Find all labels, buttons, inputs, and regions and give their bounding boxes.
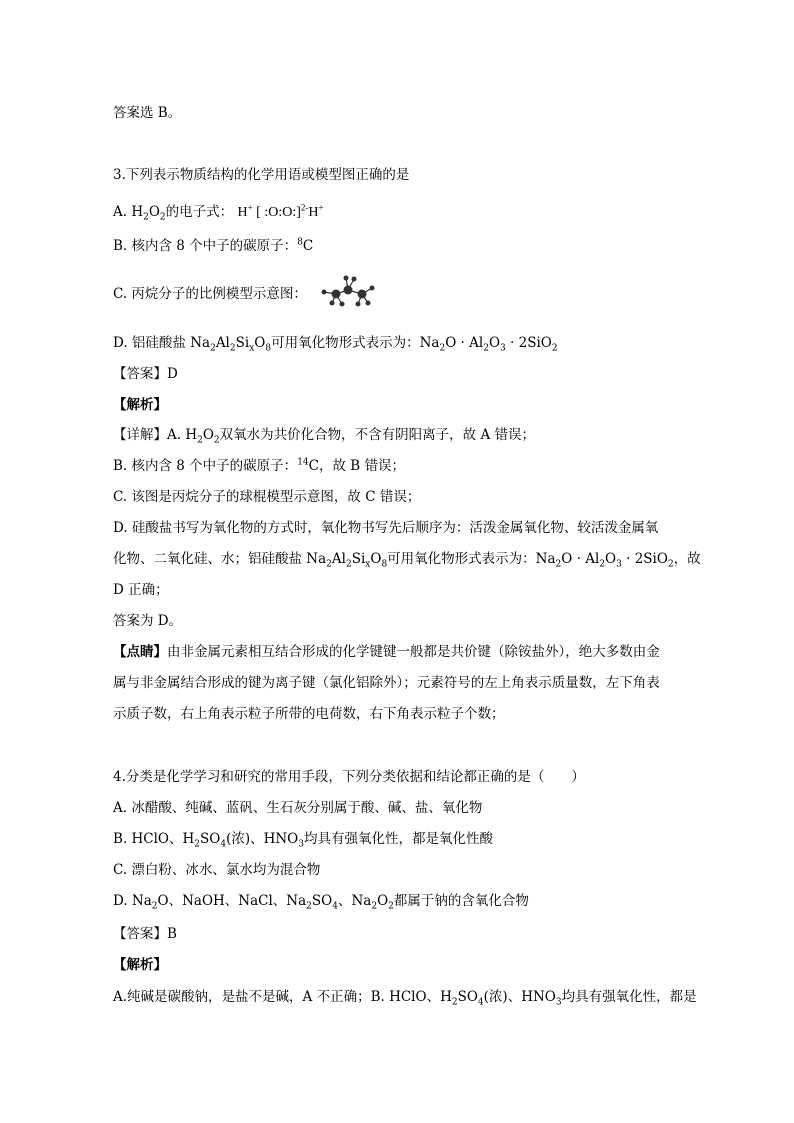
q4-option-d: D. $Na_2O$、NaOH、NaCl、$Na_2SO_4$、$Na_2O_2$都属于钠的含氧化合物 <box>113 893 529 912</box>
q3-stem: 3.下列表示物质结构的化学用语或模型图正确的是 <box>113 167 410 183</box>
propane-model-image <box>316 270 380 312</box>
q3-detail-c: C. 该图是丙烷分子的球棍模型示意图，故 C 错误； <box>113 489 421 505</box>
q3-tip-line3: 示质子数，右上角表示粒子所带的电荷数，右下角表示粒子个数； <box>113 706 505 722</box>
q3-option-d: D. 铝硅酸盐 $Na_2Al_2Si_xO_8$可用氧化物形式表示为：$Na_2O \cdot Al_2O_3 \cdot 2SiO_2$ <box>113 335 558 354</box>
h2o2-electron-formula: H+ [ :O:O:]$^{2-}$H+ <box>237 202 324 220</box>
tip-label: 【点睛】 <box>113 644 167 660</box>
q3-detail-d-line3: D 正确； <box>113 582 169 598</box>
q3-detail-d-line1: D. 硅酸盐书写为氧化物的方式时，氧化物书写先后顺序为：活泼金属氧化物、较活泼金属氧 <box>113 520 659 536</box>
q3-option-a: A. $H_2O_2$的电子式： H+ [ :O:O:]$^{2-}$H+ <box>113 202 324 223</box>
q4-option-b: B. HClO、$H_2SO_4$(浓)、$HNO_3$均具有强氧化性，都是氧化性酸 <box>113 831 493 850</box>
q4-stem: 4.分类是化学学习和研究的常用手段，下列分类依据和结论都正确的是（ ） <box>113 769 585 785</box>
q4-analysis-label: 【解析】 <box>113 957 167 973</box>
q2-answer-tail: 答案选 B。 <box>113 105 182 121</box>
q3-detail-b: B. 核内含 8 个中子的碳原子：$^{14}$C，故 B 错误； <box>113 457 405 474</box>
q3-tip-line1: 【点睛】由非金属元素相互结合形成的化学键键一般都是共价键（除铵盐外），绝大多数由金 <box>113 644 660 660</box>
q3-tip-line2: 属与非金属结合形成的键为离子键（氯化铝除外）；元素符号的左上角表示质量数，左下角表 <box>113 675 660 691</box>
q4-option-c: C. 漂白粉、冰水、氯水均为混合物 <box>113 862 321 878</box>
q3-detail-d-line2: 化物、二氧化硅、水；铝硅酸盐 $Na_2Al_2Si_xO_8$可用氧化物形式表示为：$Na_2O \cdot Al_2O_3 \cdot 2SiO_2$，故 <box>113 551 701 570</box>
q4-option-a: A. 冰醋酸、纯碱、蓝矾、生石灰分别属于酸、碱、盐、氧化物 <box>113 800 483 816</box>
q3-conclusion: 答案为 D。 <box>113 613 183 629</box>
q3-answer: 【答案】D <box>113 366 178 382</box>
q4-explanation: A.纯碱是碳酸钠，是盐不是碱，A 不正确；B. HClO、$H_2SO_4$(浓)、$HNO_3$均具有强氧化性，都是 <box>113 989 697 1008</box>
q3-option-c: C. 丙烷分子的比例模型示意图： <box>113 286 307 302</box>
q3-detail-a: 【详解】A. $H_2O_2$双氧水为共价化合物，不含有阴阳离子，故 A 错误； <box>113 427 535 446</box>
q4-answer: 【答案】B <box>113 926 177 942</box>
q3-analysis-label: 【解析】 <box>113 397 167 413</box>
q3-option-b: B. 核内含 8 个中子的碳原子：$^8$C <box>113 237 314 254</box>
